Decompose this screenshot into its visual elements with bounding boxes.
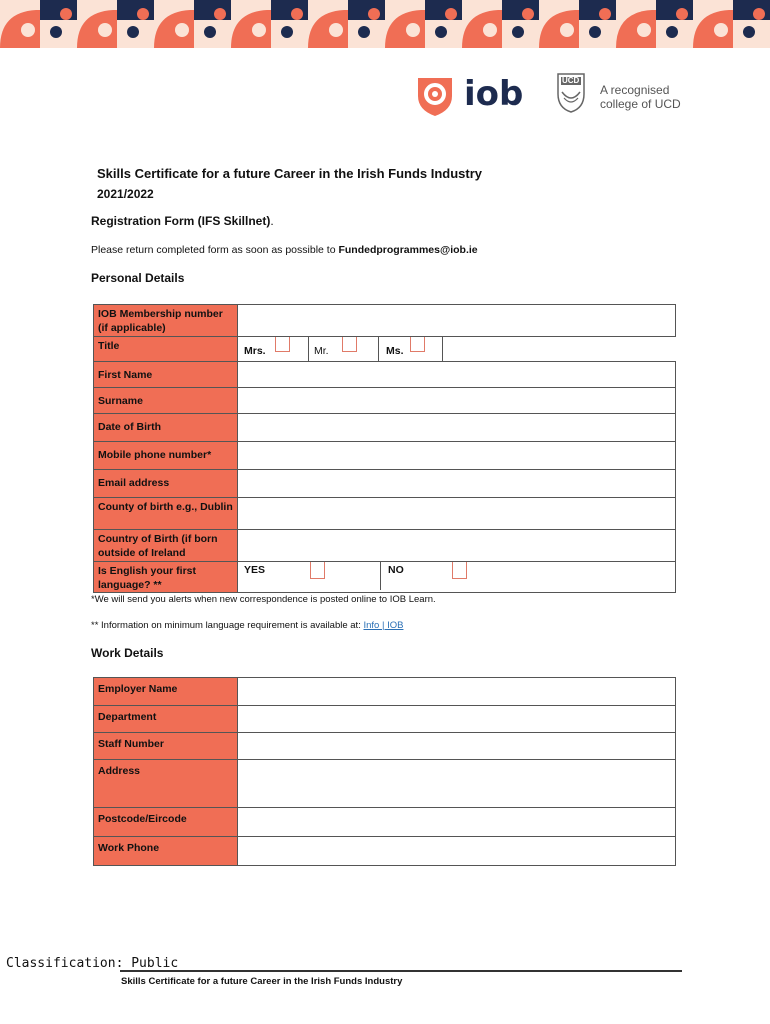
document-title: Skills Certificate for a future Career in the Irish Funds Industry (97, 166, 483, 181)
work-heading: Work Details (91, 646, 164, 660)
title-option-mrs: Mrs. (244, 345, 266, 357)
form-name-suffix: . (270, 214, 274, 228)
email-input[interactable] (238, 470, 676, 498)
title-divider (442, 337, 443, 361)
email-label: Email address (94, 470, 238, 498)
yes-label: YES (244, 564, 266, 576)
dob-input[interactable] (238, 414, 676, 442)
title-options (238, 337, 676, 362)
document-year: 2021/2022 (97, 187, 154, 201)
ucd-line-2: college of UCD (600, 97, 681, 111)
surname-label: Surname (94, 388, 238, 414)
language-note (91, 620, 403, 631)
ms-checkbox[interactable] (410, 337, 425, 352)
first-name-input[interactable] (238, 362, 676, 388)
footer-divider (120, 970, 682, 972)
iob-wordmark: iob (464, 74, 524, 114)
mobile-label: Mobile phone number* (94, 442, 238, 470)
department-input[interactable] (238, 706, 676, 733)
yes-checkbox[interactable] (310, 562, 325, 579)
ucd-crest-text: UCD (562, 76, 580, 85)
address-label: Address (94, 760, 238, 808)
title-label: Title (94, 337, 238, 362)
info-iob-link[interactable]: Info | IOB (363, 620, 404, 631)
mobile-input[interactable] (238, 442, 676, 470)
postcode-label: Postcode/Eircode (94, 808, 238, 837)
first-name-label: First Name (94, 362, 238, 388)
surname-input[interactable] (238, 388, 676, 414)
ucd-line-1: A recognised (600, 83, 670, 97)
form-name-text: Registration Form (IFS Skillnet) (91, 214, 271, 228)
title-divider (308, 337, 309, 361)
title-option-ms: Ms. (386, 345, 404, 357)
mrs-checkbox[interactable] (275, 337, 290, 352)
english-options (238, 562, 676, 593)
department-label: Department (94, 706, 238, 733)
instruction (91, 244, 478, 256)
title-option-mr: Mr. (314, 345, 329, 357)
country-label: Country of Birth (if born outside of Ireland (94, 530, 238, 562)
staff-number-label: Staff Number (94, 733, 238, 760)
staff-number-input[interactable] (238, 733, 676, 760)
mr-checkbox[interactable] (342, 337, 357, 352)
county-label: County of birth e.g., Dublin (94, 498, 238, 530)
classification-label: Classification: Public (6, 956, 179, 971)
footer-running-title: Skills Certificate for a future Career in the Irish Funds Industry (121, 976, 403, 987)
address-input[interactable] (238, 760, 676, 808)
postcode-input[interactable] (238, 808, 676, 837)
personal-heading: Personal Details (91, 271, 185, 285)
work-phone-input[interactable] (238, 837, 676, 866)
country-input[interactable] (238, 530, 676, 562)
alerts-note: *We will send you alerts when new correspondence is posted online to IOB Learn. (91, 594, 436, 605)
work-details-table (93, 677, 676, 866)
membership-label: IOB Membership number (if applicable) (94, 305, 238, 337)
form-name (91, 214, 274, 228)
language-note-text: ** Information on minimum language requirement is available at: (91, 620, 364, 631)
english-label: Is English your first language? ** (94, 562, 238, 593)
ucd-crest-icon (556, 72, 586, 114)
decorative-banner (0, 0, 770, 48)
employer-label: Employer Name (94, 678, 238, 706)
personal-details-table (93, 304, 676, 593)
title-divider (378, 337, 379, 361)
no-checkbox[interactable] (452, 562, 467, 579)
instruction-text: Please return completed form as soon as possible to (91, 244, 339, 256)
english-divider (380, 562, 381, 590)
dob-label: Date of Birth (94, 414, 238, 442)
membership-input[interactable] (238, 305, 676, 337)
iob-logo (414, 72, 524, 116)
instruction-email[interactable]: Fundedprogrammes@iob.ie (338, 244, 478, 256)
no-label: NO (388, 564, 404, 576)
county-input[interactable] (238, 498, 676, 530)
employer-input[interactable] (238, 678, 676, 706)
work-phone-label: Work Phone (94, 837, 238, 866)
